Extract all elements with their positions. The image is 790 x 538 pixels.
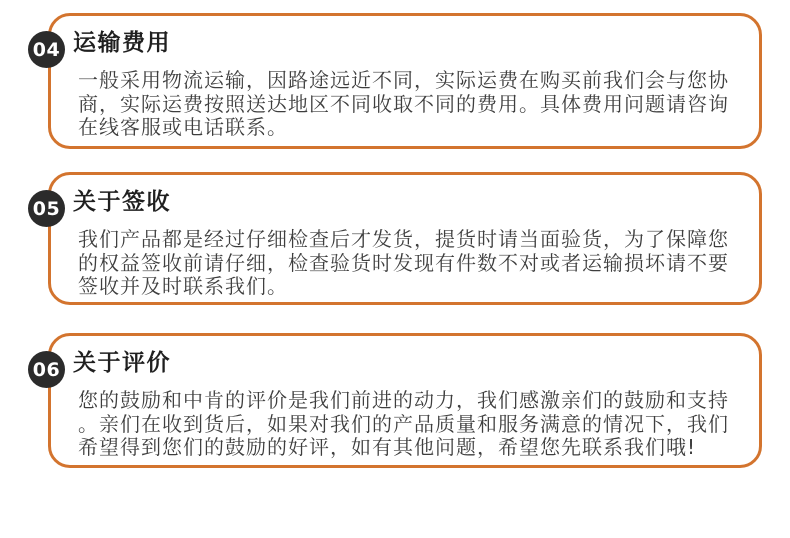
section-card-shipping-fee — [32, 13, 762, 149]
section-number: 06 — [32, 358, 61, 381]
section-title: 关于签收 — [73, 189, 171, 215]
section-card-sign-receipt — [32, 172, 762, 305]
section-number-badge — [28, 351, 65, 388]
section-number: 05 — [32, 197, 61, 220]
section-body-text: 一般采用物流运输，因路途远近不同，实际运费在购买前我们会与您协商，实际运费按照送达地区不同收取不同的费用。具体费用问题请咨询在线客服或电话联系。 — [78, 68, 729, 139]
section-card-review — [32, 333, 762, 468]
section-number-badge — [28, 31, 65, 68]
section-body-text: 您的鼓励和中肯的评价是我们前进的动力，我们感激亲们的鼓励和支持。亲们在收到货后，如果对我们的产品质量和服务满意的情况下，我们希望得到您们的鼓励的好评，如有其他问题，希望您先联系我们哦! — [78, 388, 729, 459]
section-body-text: 我们产品都是经过仔细检查后才发货，提货时请当面验货，为了保障您的权益签收前请仔细，检查验货时发现有件数不对或者运输损坏请不要签收并及时联系我们。 — [78, 227, 729, 298]
section-number-badge — [28, 190, 65, 227]
section-title: 运输费用 — [73, 30, 171, 56]
section-title: 关于评价 — [73, 350, 171, 376]
section-number: 04 — [32, 38, 61, 61]
